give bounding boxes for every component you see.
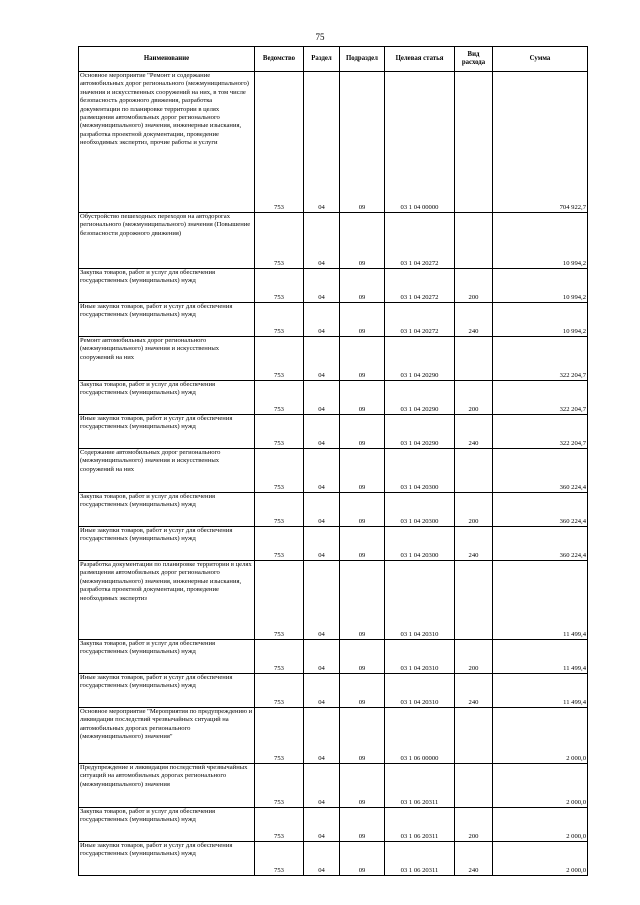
row-section: 04 xyxy=(304,381,340,415)
table-row xyxy=(79,764,588,808)
table-row xyxy=(79,72,588,213)
row-name: Иные закупки товаров, работ и услуг для обеспечения государственных (муниципальных) нужд xyxy=(79,303,255,337)
row-section: 04 xyxy=(304,449,340,493)
row-subsection: 09 xyxy=(340,808,385,842)
row-target: 03 1 06 00000 xyxy=(385,708,455,764)
row-section: 04 xyxy=(304,303,340,337)
row-section: 04 xyxy=(304,674,340,708)
row-name: Иные закупки товаров, работ и услуг для обеспечения государственных (муниципальных) нужд xyxy=(79,674,255,708)
row-section: 04 xyxy=(304,842,340,876)
table-row xyxy=(79,640,588,674)
row-amount: 704 922,7 xyxy=(493,72,588,213)
row-name: Закупка товаров, работ и услуг для обеспечения государственных (муниципальных) нужд xyxy=(79,640,255,674)
table-row xyxy=(79,337,588,381)
row-amount: 360 224,4 xyxy=(493,527,588,561)
row-department: 753 xyxy=(255,842,304,876)
row-department: 753 xyxy=(255,337,304,381)
header-row xyxy=(79,47,588,72)
row-amount: 11 499,4 xyxy=(493,561,588,640)
row-target: 03 1 04 20300 xyxy=(385,449,455,493)
row-section: 04 xyxy=(304,808,340,842)
row-target: 03 1 04 20290 xyxy=(385,381,455,415)
row-department: 753 xyxy=(255,708,304,764)
row-amount: 11 499,4 xyxy=(493,674,588,708)
row-department: 753 xyxy=(255,674,304,708)
row-section: 04 xyxy=(304,561,340,640)
row-target: 03 1 04 20290 xyxy=(385,337,455,381)
row-amount: 2 000,0 xyxy=(493,708,588,764)
row-expense-type xyxy=(455,72,493,213)
row-subsection: 09 xyxy=(340,561,385,640)
row-expense-type xyxy=(455,561,493,640)
row-subsection: 09 xyxy=(340,337,385,381)
row-target: 03 1 04 20272 xyxy=(385,213,455,269)
row-name: Предупреждение и ликвидация последствий чрезвычайных ситуаций на автомобильных дорогах регионального (межмуниципального) значения xyxy=(79,764,255,808)
row-subsection: 09 xyxy=(340,381,385,415)
row-subsection: 09 xyxy=(340,842,385,876)
row-amount: 10 994,2 xyxy=(493,213,588,269)
table-row xyxy=(79,415,588,449)
page-number: 75 xyxy=(315,32,325,42)
row-expense-type: 200 xyxy=(455,808,493,842)
row-department: 753 xyxy=(255,415,304,449)
row-amount: 11 499,4 xyxy=(493,640,588,674)
row-target: 03 1 04 00000 xyxy=(385,72,455,213)
row-department: 753 xyxy=(255,493,304,527)
row-expense-type: 240 xyxy=(455,674,493,708)
table-row xyxy=(79,269,588,303)
row-subsection: 09 xyxy=(340,708,385,764)
row-expense-type xyxy=(455,337,493,381)
row-department: 753 xyxy=(255,269,304,303)
row-target: 03 1 04 20310 xyxy=(385,640,455,674)
row-subsection: 09 xyxy=(340,640,385,674)
table-row xyxy=(79,842,588,876)
budget-table xyxy=(78,46,588,876)
row-name: Иные закупки товаров, работ и услуг для обеспечения государственных (муниципальных) нужд xyxy=(79,842,255,876)
row-section: 04 xyxy=(304,493,340,527)
header-subsection: Подраздел xyxy=(340,47,385,72)
row-section: 04 xyxy=(304,415,340,449)
row-amount: 10 994,2 xyxy=(493,303,588,337)
row-name: Обустройство пешеходных переходов на автодорогах регионального (межмуниципального) значения (Повышение безопасности дорожного движения) xyxy=(79,213,255,269)
row-target: 03 1 04 20310 xyxy=(385,674,455,708)
header-department: Ведомство xyxy=(255,47,304,72)
row-amount: 2 000,0 xyxy=(493,842,588,876)
row-expense-type xyxy=(455,708,493,764)
row-section: 04 xyxy=(304,764,340,808)
row-department: 753 xyxy=(255,561,304,640)
row-expense-type: 200 xyxy=(455,381,493,415)
row-amount: 2 000,0 xyxy=(493,764,588,808)
row-target: 03 1 04 20300 xyxy=(385,527,455,561)
row-subsection: 09 xyxy=(340,303,385,337)
table-row xyxy=(79,561,588,640)
table-row xyxy=(79,708,588,764)
row-target: 03 1 04 20272 xyxy=(385,303,455,337)
row-department: 753 xyxy=(255,640,304,674)
row-amount: 10 994,2 xyxy=(493,269,588,303)
row-amount: 360 224,4 xyxy=(493,449,588,493)
row-expense-type: 240 xyxy=(455,527,493,561)
row-name: Разработка документации по планировке территории в целях размещения автомобильных дорог регионального (межмуниципального) значения, инженерные изыскания, разработка проектной документации, проведение необходимых экспертиз xyxy=(79,561,255,640)
row-name: Основное мероприятие "Мероприятия по предупреждению и ликвидации последствий чрезвычайных ситуаций на автомобильных дорогах регионального (межмуниципального) значения" xyxy=(79,708,255,764)
row-subsection: 09 xyxy=(340,674,385,708)
row-department: 753 xyxy=(255,72,304,213)
table-row xyxy=(79,674,588,708)
row-target: 03 1 06 20311 xyxy=(385,842,455,876)
row-amount: 322 204,7 xyxy=(493,415,588,449)
header-target: Целевая статья xyxy=(385,47,455,72)
row-amount: 2 000,0 xyxy=(493,808,588,842)
row-section: 04 xyxy=(304,708,340,764)
row-expense-type: 200 xyxy=(455,269,493,303)
row-section: 04 xyxy=(304,213,340,269)
row-name: Закупка товаров, работ и услуг для обеспечения государственных (муниципальных) нужд xyxy=(79,808,255,842)
row-subsection: 09 xyxy=(340,269,385,303)
table-row xyxy=(79,808,588,842)
header-section: Раздел xyxy=(304,47,340,72)
row-name: Закупка товаров, работ и услуг для обеспечения государственных (муниципальных) нужд xyxy=(79,493,255,527)
row-subsection: 09 xyxy=(340,764,385,808)
row-expense-type xyxy=(455,764,493,808)
row-department: 753 xyxy=(255,764,304,808)
row-target: 03 1 04 20310 xyxy=(385,561,455,640)
row-department: 753 xyxy=(255,213,304,269)
row-subsection: 09 xyxy=(340,72,385,213)
row-subsection: 09 xyxy=(340,493,385,527)
row-expense-type xyxy=(455,213,493,269)
row-expense-type: 240 xyxy=(455,842,493,876)
row-department: 753 xyxy=(255,449,304,493)
row-department: 753 xyxy=(255,527,304,561)
header-expense-type: Вид расхода xyxy=(455,47,493,72)
row-target: 03 1 04 20300 xyxy=(385,493,455,527)
row-amount: 322 204,7 xyxy=(493,337,588,381)
row-target: 03 1 06 20311 xyxy=(385,764,455,808)
row-expense-type: 240 xyxy=(455,415,493,449)
row-target: 03 1 04 20272 xyxy=(385,269,455,303)
table-row xyxy=(79,493,588,527)
row-expense-type: 200 xyxy=(455,640,493,674)
row-expense-type: 200 xyxy=(455,493,493,527)
table-row xyxy=(79,303,588,337)
row-amount: 322 204,7 xyxy=(493,381,588,415)
table-row xyxy=(79,527,588,561)
table-row xyxy=(79,213,588,269)
header-name: Наименование xyxy=(79,47,255,72)
row-name: Основное мероприятие "Ремонт и содержание автомобильных дорог регионального (межмуниципального) значения и искусственных сооружений на них, в том числе безопасность дорожного движения, разработка документации по планировке территории в целях размещения автомобильных дорог регионального (межмуниципального) значения, инженерные изыскания, разработка проектной документации, проведение необходимых экспертиз, прочие работы и услуги xyxy=(79,72,255,213)
row-section: 04 xyxy=(304,527,340,561)
row-section: 04 xyxy=(304,640,340,674)
row-subsection: 09 xyxy=(340,527,385,561)
row-department: 753 xyxy=(255,808,304,842)
row-expense-type: 240 xyxy=(455,303,493,337)
row-name: Закупка товаров, работ и услуг для обеспечения государственных (муниципальных) нужд xyxy=(79,381,255,415)
table-row xyxy=(79,381,588,415)
row-subsection: 09 xyxy=(340,415,385,449)
row-name: Иные закупки товаров, работ и услуг для обеспечения государственных (муниципальных) нужд xyxy=(79,415,255,449)
row-expense-type xyxy=(455,449,493,493)
row-subsection: 09 xyxy=(340,213,385,269)
row-section: 04 xyxy=(304,72,340,213)
row-department: 753 xyxy=(255,303,304,337)
row-name: Содержание автомобильных дорог регионального (межмуниципального) значения и искусственных сооружений на них xyxy=(79,449,255,493)
table-row xyxy=(79,449,588,493)
row-amount: 360 224,4 xyxy=(493,493,588,527)
row-section: 04 xyxy=(304,337,340,381)
row-target: 03 1 06 20311 xyxy=(385,808,455,842)
row-name: Закупка товаров, работ и услуг для обеспечения государственных (муниципальных) нужд xyxy=(79,269,255,303)
row-department: 753 xyxy=(255,381,304,415)
row-target: 03 1 04 20290 xyxy=(385,415,455,449)
row-subsection: 09 xyxy=(340,449,385,493)
row-name: Иные закупки товаров, работ и услуг для обеспечения государственных (муниципальных) нужд xyxy=(79,527,255,561)
header-amount: Сумма xyxy=(493,47,588,72)
row-name: Ремонт автомобильных дорог регионального (межмуниципального) значения и искусственных сооружений на них xyxy=(79,337,255,381)
row-section: 04 xyxy=(304,269,340,303)
